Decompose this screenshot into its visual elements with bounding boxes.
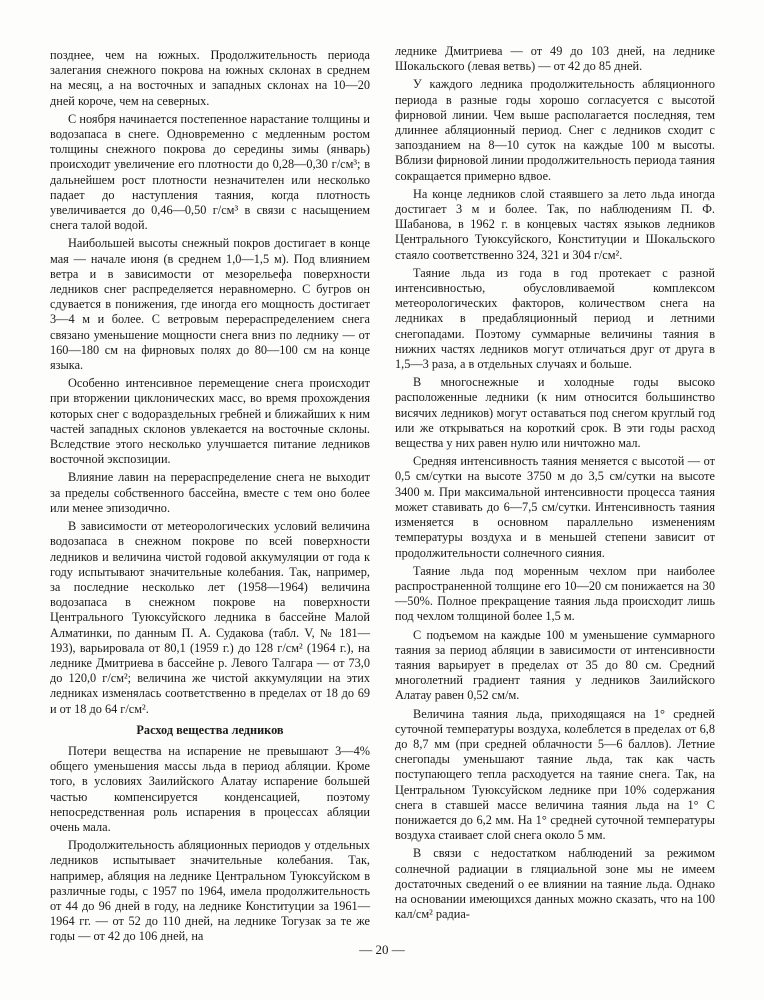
paragraph: В зависимости от метеорологических условий величина водозапаса в снежном покрове по всей поверхности ледников и величина чистой годовой аккумуляции от года к году испытывают значительные колебания. Так, например, за последние несколько лет (1958—1964) величина водозапаса в снежном покрове на поверхности Центрального Туюксуйского ледника в бассейне Малой Алматинки, по данным П. А. Судакова (табл. V, № 181—193), варьировала от 80,1 (1959 г.) до 128 г/см² (1964 г.), на леднике Дмитриева в бассейне р. Левого Талгара — от 73,0 до 120,0 г/см²; величина же чистой аккумуляции на этих ледниках изменялась соответственно в пределах от 18 до 69 и от 18 до 64 г/см². — [50, 519, 370, 716]
paragraph: На конце ледников слой стаявшего за лето льда иногда достигает 3 м и более. Так, по наблюдениям П. Ф. Шабанова, в 1962 г. в концевых частях языков ледников Центрального Туюксуйского, Конституции и Шокальского стаяло соответственно 324, 321 и 304 г/см². — [395, 186, 715, 262]
page-number: — 20 — — [359, 942, 405, 957]
paragraph: В многоснежные и холодные годы высоко расположенные ледники (к ним относится большинство висячих ледников) могут оставаться под снегом круглый год или же открываться на короткий срок. В эти годы расход вещества у них равен нулю или ничтожно мал. — [395, 375, 715, 451]
paragraph: позднее, чем на южных. Продолжительность периода залегания снежного покрова на южных склонах в среднем на месяц, а на восточных и западных склонах на 10—20 дней короче, чем на северных. — [50, 48, 370, 108]
paragraph: Наибольшей высоты снежный покров достигает в конце мая — начале июня (в среднем 1,0—1,5 м). Под влиянием ветра и в зависимости от мезорельефа поверхности ледников снег распределяется неравномерно. С бугров он сдувается в понижения, где иногда его мощность достигает 3—4 м и более. С ветровым перераспределением снега связано уменьшение мощности снега вниз по леднику — от 160—180 см на фирновых полях до 80—100 см на конце языка. — [50, 236, 370, 373]
paragraph: С ноября начинается постепенное нарастание толщины и водозапаса в снеге. Одновременно с медленным ростом толщины снежного покрова до середины зимы (январь) происходит увеличение его плотности до 0,28—0,30 г/см³; в дальнейшем рост плотности незначителен или несколько падает до наступления таяния, когда плотность увеличивается до 0,46—0,50 г/см³ в связи с насыщением снега талой водой. — [50, 111, 370, 233]
left-column — [50, 48, 370, 948]
paragraph: Особенно интенсивное перемещение снега происходит при вторжении циклонических масс, во время прохождения которых снег с водораздельных гребней и ближайших к ним частей западных склонов увлекается на восточные склоны. Вследствие этого несколько улучшается питание ледников восточной экспозиции. — [50, 376, 370, 467]
paragraph: С подъемом на каждые 100 м уменьшение суммарного таяния за период абляции в зависимости от интенсивности таяния варьирует в пределах от 35 до 80 см. Средний многолетний градиент таяния у ледников Заилийского Алатау равен 0,52 см/м. — [395, 627, 715, 703]
paragraph: Потери вещества на испарение не превышают 3—4% общего уменьшения массы льда в период абляции. Кроме того, в условиях Заилийского Алатау испарение большей частью компенсируется конденсацией, поэтому непосредственная роль испарения в процессах абляции очень мала. — [50, 743, 370, 834]
paragraph: Влияние лавин на перераспределение снега не выходит за пределы собственного бассейна, вместе с тем оно более или менее эпизодично. — [50, 470, 370, 515]
paragraph: Таяние льда из года в год протекает с разной интенсивностью, обусловливаемой комплексом метеорологических факторов, количеством снега на ледниках в предабляционный период и летними снегопадами. Поэтому суммарные величины таяния в нижних частях ледников могут отличаться друг от друга в 1,5—3 раза, а в отдельных случаях и больше. — [395, 265, 715, 372]
paragraph: Таяние льда под моренным чехлом при наиболее распространенной толщине его 10—20 см понижается на 30—50%. Полное прекращение таяния льда происходит лишь под чехлом толщиной более 1,5 м. — [395, 563, 715, 624]
right-column — [395, 44, 715, 925]
paragraph: Средняя интенсивность таяния меняется с высотой — от 0,5 см/сутки на высоте 3750 м до 3,5 см/сутки на высоте 3400 м. При максимальной интенсивности процесса таяния может ставивать до 6—7,5 см/сутки. Интенсивность таяния изменяется в основном параллельно изменениям температуры воздуха и в меньшей степени зависит от продолжительности солнечного сияния. — [395, 454, 715, 560]
section-heading: Расход вещества ледников — [136, 722, 284, 737]
paragraph: У каждого ледника продолжительность абляционного периода в разные годы хорошо согласуется с высотой фирновой линии. Чем выше располагается последняя, тем длиннее абляционный период. Снег с ледников сходит с запозданием на 8—10 суток на каждые 100 м высоты. Вблизи фирновой линии продолжительность периода таяния сокращается примерно вдвое. — [395, 77, 715, 183]
paragraph: леднике Дмитриева — от 49 до 103 дней, на леднике Шокальского (левая ветвь) — от 42 до 85 дней. — [395, 44, 715, 74]
paragraph: Величина таяния льда, приходящаяся на 1° средней суточной температуры воздуха, колеблется в пределах от 6,8 до 8,7 мм (при средней облачности 5—6 баллов). Летние снегопады уменьшают таяние льда, так как часть поступающего тепла расходуется на таяние снега. Так, на Центральном Туюксуйском леднике при 10% содержания снега в ставшей массе величина таяния льда на 1° С понижается до 6,2 мм. На 1° средней суточной температуры воздуха стаивает слой снега около 5 мм. — [395, 706, 715, 843]
paragraph: В связи с недостатком наблюдений за режимом солнечной радиации в гляциальной зоне мы не имеем достаточных сведений о ее влиянии на таяние льда. Однако на основании имеющихся данных можно сказать, что на 100 кал/см² радиа- — [395, 846, 715, 922]
paragraph: Продолжительность абляционных периодов у отдельных ледников испытывает значительные колебания. Так, например, абляция на леднике Центральном Туюксуйском в различные годы, с 1957 по 1964, имела продолжительность от 44 до 96 дней в году, на леднике Конституции за 1961—1964 гг. — от 52 до 110 дней, на леднике Тогузак за те же годы — от 42 до 106 дней, на — [50, 838, 370, 944]
